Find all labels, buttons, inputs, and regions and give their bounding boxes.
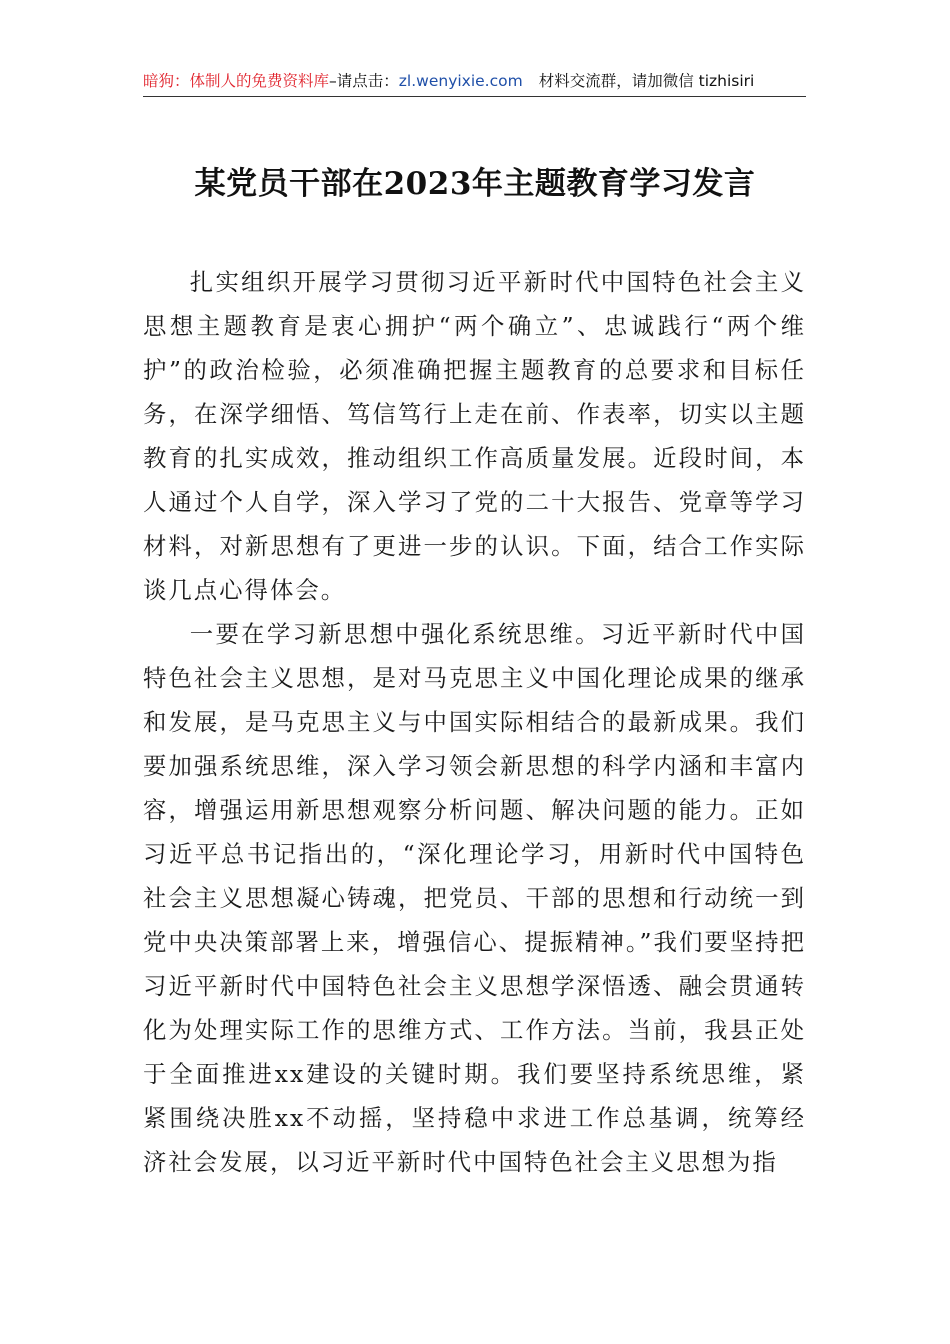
header-link[interactable]: zl.wenyixie.com <box>398 72 523 90</box>
document-title: 某党员干部在2023年主题教育学习发言 <box>194 166 756 202</box>
paragraph: 一要在学习新思想中强化系统思维。习近平新时代中国特色社会主义思想，是对马克思主义中国化理论成果的继承和发展，是马克思主义与中国实际相结合的最新成果。我们要加强系统思维，深入学习领会新思想的科学内涵和丰富内容，增强运用新思想观察分析问题、解决问题的能力。正如习近平总书记指出的，“深化理论学习，用新时代中国特色社会主义思想凝心铸魂，把党员、干部的思想和行动统一到党中央决策部署上来，增强信心、提振精神。”我们要坚持把习近平新时代中国特色社会主义思想学深悟透、融会贯通转化为处理实际工作的思维方式、工作方法。当前，我县正处于全面推进xx建设的关键时期。我们要坚持系统思维，紧紧围绕决胜xx不动摇，坚持稳中求进工作总基调，统筹经济社会发展，以习近平新时代中国特色社会主义思想为指 <box>143 620 806 1176</box>
header-prompt: –请点击： <box>329 72 399 90</box>
header-group-info: 材料交流群，请加微信 tizhisiri <box>538 72 755 90</box>
document-body <box>143 260 806 1184</box>
paragraph: 扎实组织开展学习贯彻习近平新时代中国特色社会主义思想主题教育是衷心拥护“两个确立”、忠诚践行“两个维护”的政治检验，必须准确把握主题教育的总要求和目标任务，在深学细悟、笃信笃行上走在前、作表率，切实以主题教育的扎实成效，推动组织工作高质量发展。近段时间，本人通过个人自学，深入学习了党的二十大报告、党章等学习材料，对新思想有了更进一步的认识。下面，结合工作实际谈几点心得体会。 <box>143 268 806 604</box>
page-header <box>143 66 806 97</box>
header-brand: 暗狗：体制人的免费资料库 <box>143 72 330 90</box>
